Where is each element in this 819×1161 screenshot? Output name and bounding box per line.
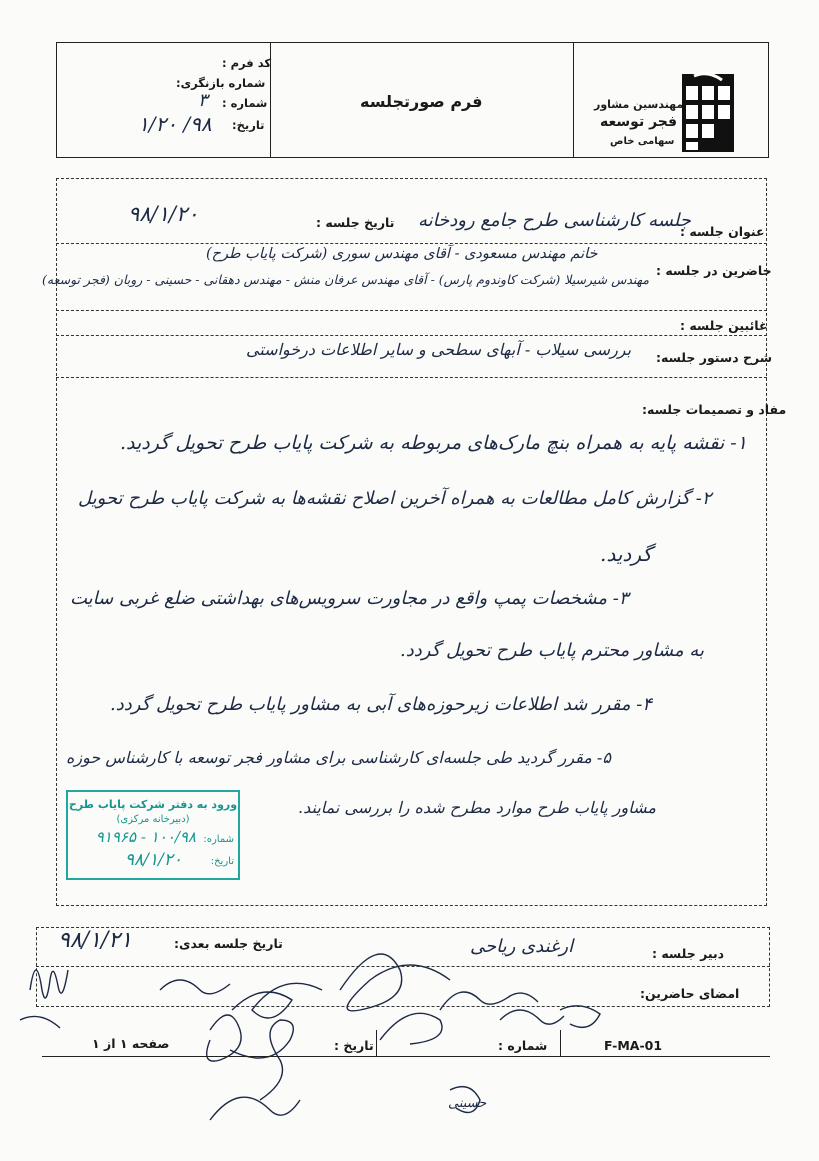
secretary-value: ارغندی ریاحی bbox=[470, 936, 574, 957]
divider-absent bbox=[56, 335, 767, 336]
signature-name: حسینی bbox=[448, 1096, 487, 1111]
footer-number-label: شماره : bbox=[498, 1038, 548, 1053]
stamp-subtitle: (دبیرخانه مرکزی) bbox=[116, 814, 190, 825]
footer-date-label: تاریخ : bbox=[334, 1038, 374, 1053]
decisions-label: مفاد و تصمیمات جلسه: bbox=[642, 402, 787, 417]
decision-line-7: ۵- مقرر گردید طی جلسه‌ای کارشناسی برای مشاور فجر توسعه با کارشناس حوزه bbox=[66, 748, 611, 767]
form-code-label: کد فرم : bbox=[222, 56, 272, 70]
decision-line-4: ۳- مشخصات پمپ واقع در مجاورت سرویس‌های بهداشتی ضلع غربی سایت bbox=[70, 588, 629, 609]
meeting-date-label: تاریخ جلسه : bbox=[316, 215, 395, 230]
divider-agenda bbox=[56, 377, 767, 378]
form-title: فرم صورتجلسه bbox=[360, 92, 483, 111]
date-value: ۹۸/ ۱/۲۰ bbox=[138, 112, 212, 136]
bottom-rule bbox=[42, 1056, 770, 1057]
decision-line-8: مشاور پایاب طرح موارد مطرح شده را بررسی نمایند. bbox=[298, 798, 656, 817]
meeting-date-value: ۹۸/۱/۲۰ bbox=[128, 202, 199, 226]
decision-line-1: ۱- نقشه پایه به همراه بنچ مارک‌های مربوطه به شرکت پایاب طرح تحویل گردید. bbox=[120, 432, 747, 454]
present-label: حاضرین در جلسه : bbox=[656, 263, 772, 278]
stamp-date-label: تاریخ: bbox=[210, 856, 234, 867]
stamp-number-value: ۱۰۰/۹۸ - ۹۱۹۶۵ bbox=[95, 828, 196, 846]
agenda-value: بررسی سیلاب - آبهای سطحی و سایر اطلاعات درخواستی bbox=[246, 340, 632, 359]
company-name-line2: فجر توسعه bbox=[600, 114, 678, 130]
agenda-label: شرح دستور جلسه: bbox=[656, 350, 773, 365]
company-type: سهامی خاص bbox=[610, 136, 675, 147]
page-label: صفحه ۱ از ۱ bbox=[92, 1036, 170, 1051]
number-value: ۳ bbox=[198, 90, 208, 111]
divider-subject bbox=[56, 243, 767, 244]
revision-label: شماره بازنگری: bbox=[176, 76, 266, 90]
company-name-line1: مهندسین مشاور bbox=[594, 98, 684, 111]
stamp-date-value: ۹۸/۱/۲۰ bbox=[124, 850, 182, 870]
absent-label: غائبین جلسه : bbox=[680, 318, 768, 333]
header-divider-right bbox=[573, 42, 574, 158]
next-date-label: تاریخ جلسه بعدی: bbox=[174, 936, 283, 951]
present-line1: خانم مهندس مسعودی - آقای مهندس سوری (شرکت پایاب طرح) bbox=[206, 246, 598, 262]
secretary-label: دبیر جلسه : bbox=[652, 946, 725, 961]
decision-line-5: به مشاور محترم پایاب طرح تحویل گردد. bbox=[400, 640, 704, 661]
subject-label: عنوان جلسه : bbox=[680, 224, 765, 239]
signatures-label: امضای حاضرین: bbox=[640, 986, 740, 1001]
number-label: شماره : bbox=[222, 96, 268, 110]
decision-line-3: گردید. bbox=[600, 542, 652, 566]
footer-sep-1 bbox=[376, 1030, 377, 1056]
stamp-number-label: شماره: bbox=[203, 834, 234, 845]
next-date-value: ۹۸/۱/۲۱ bbox=[58, 928, 132, 953]
company-logo bbox=[680, 72, 736, 154]
form-code: F-MA-01 bbox=[604, 1038, 663, 1053]
registry-stamp bbox=[66, 790, 240, 880]
footer-sep-2 bbox=[560, 1030, 561, 1056]
decision-line-6: ۴- مقرر شد اطلاعات زیرحوزه‌های آبی به مشاور پایاب طرح تحویل گردد. bbox=[110, 694, 652, 715]
divider-present bbox=[56, 310, 767, 311]
date-label: تاریخ: bbox=[232, 118, 265, 132]
present-line2: مهندس شیرسیلا (شرکت کاوندوم پارس) - آقای مهندس عرفان منش - مهندس دهقانی - حسینی - روبان (فجر توسعه) bbox=[42, 272, 650, 287]
stamp-title: ورود به دفتر شرکت پایاب طرح bbox=[68, 798, 238, 811]
decision-line-2: ۲- گزارش کامل مطالعات به همراه آخرین اصلاح نقشه‌ها به شرکت پایاب طرح تحویل bbox=[78, 488, 712, 509]
subject-value: جلسه کارشناسی طرح جامع رودخانه bbox=[418, 210, 691, 231]
